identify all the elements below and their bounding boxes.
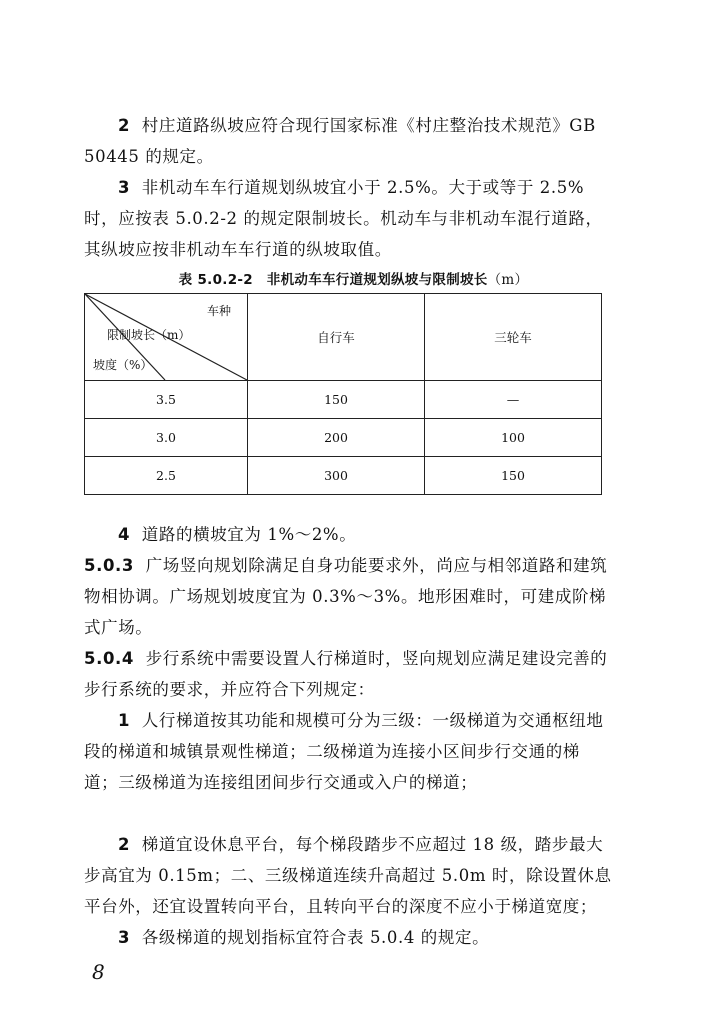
bicycle-length-cell: 300 xyxy=(248,457,425,495)
header-grade: 坡度（%） xyxy=(93,358,153,372)
grade-cell: 2.5 xyxy=(85,457,248,495)
paragraph-item-3 xyxy=(84,172,614,265)
list-item-2 xyxy=(84,829,614,922)
item-number: 2 xyxy=(118,116,131,135)
item-text: 梯道宜设休息平台，每个梯段踏步不应超过 18 级，踏步最大步高宜为 0.15m；二、三级梯道连续升高超过 5.0m 时，除设置休息平台外，还宜设置转向平台，且转向平台的深度不应小于梯道宽度； xyxy=(84,835,612,916)
bicycle-length-cell: 150 xyxy=(248,381,425,419)
section-number: 5.0.4 xyxy=(84,649,134,668)
section-number: 5.0.3 xyxy=(84,556,134,575)
page-number: 8 xyxy=(92,960,105,984)
tricycle-length-cell: 100 xyxy=(425,419,602,457)
table-row xyxy=(85,381,602,419)
table-header-row xyxy=(85,294,602,381)
item-number: 4 xyxy=(118,525,131,544)
item-text: 村庄道路纵坡应符合现行国家标准《村庄整治技术规范》GB 50445 的规定。 xyxy=(84,116,596,166)
section-text: 步行系统中需要设置人行梯道时，竖向规划应满足建设完善的步行系统的要求，并应符合下列规定： xyxy=(84,649,608,699)
bicycle-length-cell: 200 xyxy=(248,419,425,457)
header-vehicle-type: 车种 xyxy=(207,304,232,318)
item-number: 1 xyxy=(118,711,131,730)
item-number: 3 xyxy=(118,178,131,197)
item-number: 2 xyxy=(118,835,131,854)
item-text: 人行梯道按其功能和规模可分为三级：一级梯道为交通枢纽地段的梯道和城镇景观性梯道；二级梯道为连接小区间步行交通的梯道；三级梯道为连接组团间步行交通或入户的梯道； xyxy=(84,711,604,792)
table-caption xyxy=(0,268,707,288)
table-caption-title: 表 5.0.2-2 非机动车车行道规划纵坡与限制坡长 xyxy=(178,272,488,288)
grade-length-table xyxy=(84,293,602,495)
paragraph-item-4 xyxy=(84,519,614,550)
column-header-bicycle: 自行车 xyxy=(248,294,425,381)
item-text: 道路的横坡宜为 1%～2%。 xyxy=(141,525,357,544)
item-number: 3 xyxy=(118,928,131,947)
header-limit-length: 限制坡长（m） xyxy=(107,328,191,342)
tricycle-length-cell: 150 xyxy=(425,457,602,495)
table-row xyxy=(85,457,602,495)
item-text: 非机动车车行道规划纵坡宜小于 2.5%。大于或等于 2.5%时，应按表 5.0.2-2 的规定限制坡长。机动车与非机动车混行道路，其纵坡应按非机动车车行道的纵坡取值。 xyxy=(84,178,603,259)
section-5-0-4 xyxy=(84,643,614,705)
table-row xyxy=(85,419,602,457)
diagonal-header-cell xyxy=(85,294,248,381)
grade-cell: 3.0 xyxy=(85,419,248,457)
section-5-0-3 xyxy=(84,550,614,643)
section-text: 广场竖向规划除满足自身功能要求外，尚应与相邻道路和建筑物相协调。广场规划坡度宜为 0.3%～3%。地形困难时，可建成阶梯式广场。 xyxy=(84,556,608,637)
grade-cell: 3.5 xyxy=(85,381,248,419)
list-item-1 xyxy=(84,705,614,798)
table-caption-unit: （m） xyxy=(487,272,529,288)
column-header-tricycle: 三轮车 xyxy=(425,294,602,381)
tricycle-length-cell: — xyxy=(425,381,602,419)
list-item-3 xyxy=(84,922,614,953)
paragraph-item-2 xyxy=(84,110,614,172)
item-text: 各级梯道的规划指标宜符合表 5.0.4 的规定。 xyxy=(141,928,490,947)
